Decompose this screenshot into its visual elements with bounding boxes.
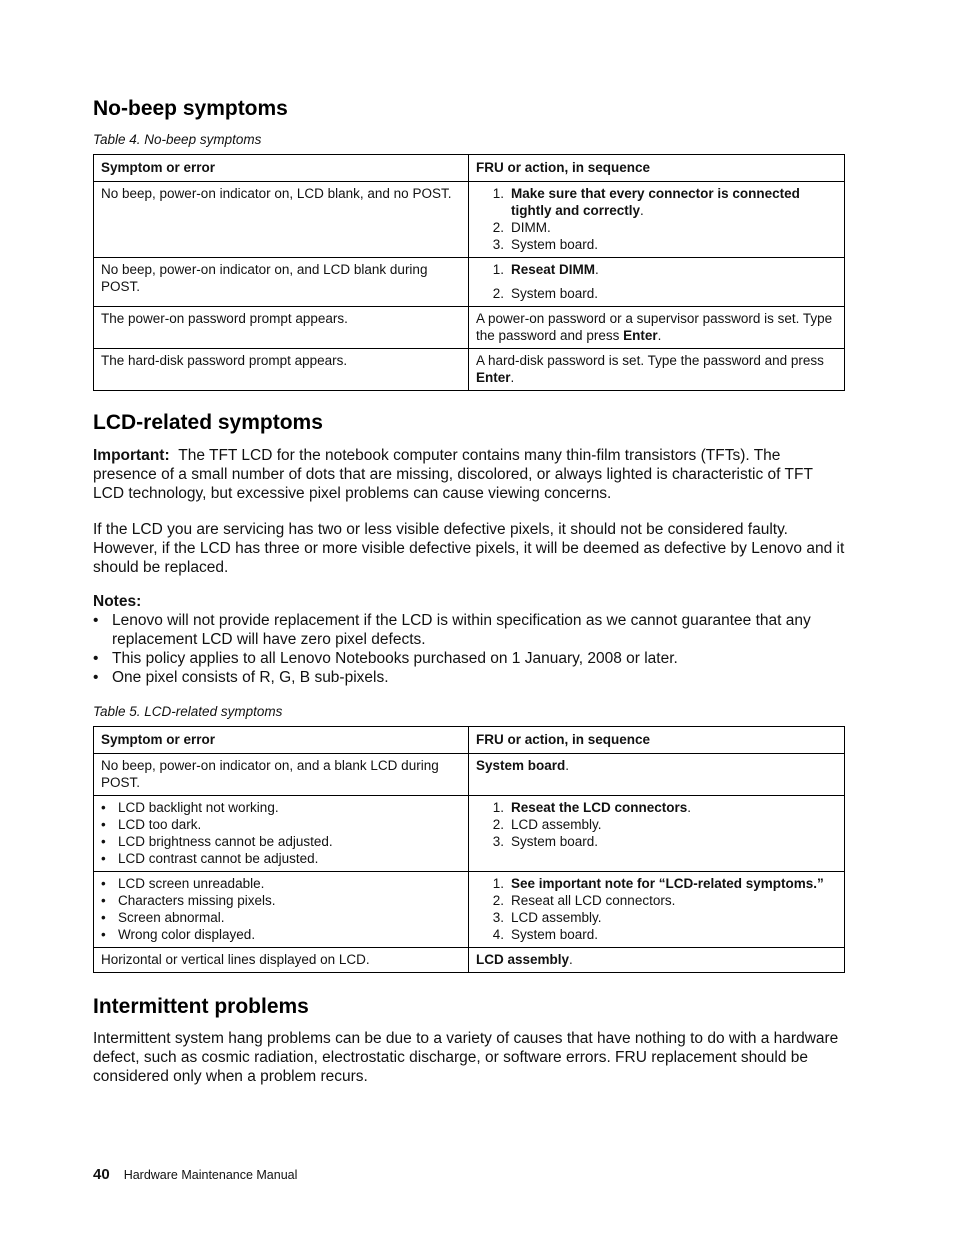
symptom-text: LCD screen unreadable.	[118, 876, 265, 891]
action-cell	[469, 349, 845, 391]
action-bold-text: System board	[476, 758, 566, 773]
bullet-icon: •	[101, 927, 106, 942]
step-bold-text: Reseat the LCD connectors	[511, 800, 688, 815]
action-step	[476, 236, 837, 253]
action-step	[476, 261, 837, 278]
action-text-end: .	[569, 952, 573, 967]
action-step	[476, 892, 837, 909]
table-row	[94, 796, 845, 872]
table-row	[94, 258, 845, 307]
table-header-row	[94, 155, 845, 182]
action-bold-text: LCD assembly	[476, 952, 570, 967]
action-text-end: .	[510, 370, 515, 385]
column-header-symptom: Symptom or error	[94, 155, 469, 182]
symptom-cell: Horizontal or vertical lines displayed on LCD.	[94, 948, 469, 973]
step-text: .	[640, 203, 644, 218]
bullet-icon: •	[101, 893, 106, 908]
table-no-beep	[93, 154, 845, 391]
step-text: .	[595, 262, 599, 277]
table4-caption: Table 4. No-beep symptoms	[93, 132, 262, 147]
step-number: 3.	[492, 910, 504, 925]
note-text: Lenovo will not provide replacement if the LCD is within specification as we cannot guarantee that any replacement LCD will have zero pixel defects.	[112, 612, 811, 648]
step-number: 3.	[492, 834, 504, 849]
symptom-cell	[94, 796, 469, 872]
bullet-icon: •	[93, 612, 99, 629]
step-text: LCD assembly.	[511, 910, 602, 925]
page-number: 40	[93, 1166, 110, 1183]
step-number: 3.	[492, 237, 504, 252]
note-text: One pixel consists of R, G, B sub-pixels.	[112, 669, 389, 686]
important-text: The TFT LCD for the notebook computer contains many thin-film transistors (TFTs). The presence of a small number of dots that are missing, discolored, or always lighted is characteristic of TFT LCD technology, but excessive pixel problems can cause viewing concerns.	[93, 447, 813, 502]
page-footer	[93, 1166, 297, 1183]
table-row	[94, 754, 845, 796]
section-heading-intermittent: Intermittent problems	[93, 995, 309, 1018]
footer-title: Hardware Maintenance Manual	[123, 1168, 298, 1182]
step-text: System board.	[511, 237, 599, 252]
column-header-fru: FRU or action, in sequence	[469, 155, 845, 182]
action-step	[476, 219, 837, 236]
bullet-icon: •	[93, 650, 99, 667]
table-row	[94, 307, 845, 349]
symptom-text: Wrong color displayed.	[118, 927, 256, 942]
step-text: System board.	[511, 834, 599, 849]
bullet-icon: •	[101, 834, 106, 849]
step-number: 4.	[492, 927, 504, 942]
action-cell	[469, 182, 845, 258]
action-cell	[469, 872, 845, 948]
action-step	[476, 816, 837, 833]
symptom-cell: The hard-disk password prompt appears.	[94, 349, 469, 391]
step-number: 1.	[492, 876, 504, 891]
action-cell	[469, 754, 845, 796]
action-text: A hard-disk password is set. Type the password and press	[476, 353, 824, 368]
list-item	[101, 875, 461, 892]
symptom-text: Screen abnormal.	[118, 910, 225, 925]
list-item	[101, 892, 461, 909]
bullet-icon: •	[101, 876, 106, 891]
step-bold-text: Reseat DIMM	[511, 262, 596, 277]
symptom-cell: The power-on password prompt appears.	[94, 307, 469, 349]
step-text: .	[687, 800, 692, 815]
symptom-text: LCD contrast cannot be adjusted.	[118, 851, 319, 866]
list-item	[93, 668, 813, 687]
symptom-cell: No beep, power-on indicator on, and a blank LCD during POST.	[94, 754, 469, 796]
symptom-text: LCD brightness cannot be adjusted.	[118, 834, 333, 849]
action-bold-text: Enter	[476, 370, 511, 385]
step-bold-text: Make sure that every connector is connected tightly and correctly	[511, 186, 800, 218]
bullet-icon: •	[101, 817, 106, 832]
symptom-text: LCD backlight not working.	[118, 800, 279, 815]
action-text-end: .	[657, 328, 662, 343]
step-number: 1.	[492, 800, 504, 815]
symptom-text: LCD too dark.	[118, 817, 202, 832]
list-item	[101, 850, 461, 867]
step-text: Reseat all LCD connectors.	[511, 893, 676, 908]
step-number: 2.	[492, 220, 504, 235]
step-number: 2.	[492, 286, 504, 301]
step-text: System board.	[511, 286, 599, 301]
important-label: Important:	[93, 447, 170, 464]
symptom-cell: No beep, power-on indicator on, and LCD blank during POST.	[94, 258, 469, 307]
table-row	[94, 349, 845, 391]
step-number: 2.	[492, 893, 504, 908]
bullet-icon: •	[101, 800, 106, 815]
action-step	[476, 909, 837, 926]
step-bold-text: See important note for “LCD-related symptoms.”	[511, 876, 824, 891]
action-cell	[469, 948, 845, 973]
action-step	[476, 833, 837, 850]
notes-label: Notes:	[93, 593, 142, 610]
symptom-cell	[94, 872, 469, 948]
column-header-fru: FRU or action, in sequence	[469, 727, 845, 754]
note-text: This policy applies to all Lenovo Notebooks purchased on 1 January, 2008 or later.	[112, 650, 678, 667]
intermittent-paragraph: Intermittent system hang problems can be due to a variety of causes that have nothing to do with a hardware defect, such as cosmic radiation, electrostatic discharge, or software errors. FRU replacement should be considered only when a problem recurs.	[93, 1030, 839, 1085]
section-heading-lcd: LCD-related symptoms	[93, 411, 323, 434]
list-item	[101, 909, 461, 926]
step-text: DIMM.	[511, 220, 551, 235]
list-item	[101, 799, 461, 816]
symptom-text: Characters missing pixels.	[118, 893, 276, 908]
action-text: A power-on password or a supervisor password is set. Type the password and press	[476, 311, 833, 343]
table-lcd	[93, 726, 845, 973]
action-step	[476, 875, 837, 892]
step-number: 1.	[492, 186, 504, 201]
action-cell	[469, 796, 845, 872]
notes-list	[93, 611, 813, 687]
bullet-icon: •	[101, 910, 106, 925]
action-step	[476, 799, 837, 816]
step-text: LCD assembly.	[511, 817, 602, 832]
action-cell	[469, 307, 845, 349]
defective-pixels-paragraph: If the LCD you are servicing has two or less visible defective pixels, it should not be considered faulty. However, if the LCD has three or more visible defective pixels, it will be deemed as defective by Lenovo and it should be replaced.	[93, 521, 845, 576]
table-row	[94, 872, 845, 948]
action-step	[476, 185, 837, 219]
important-paragraph	[93, 446, 845, 503]
action-step	[476, 285, 837, 302]
column-header-symptom: Symptom or error	[94, 727, 469, 754]
list-item	[93, 611, 813, 649]
step-number: 2.	[492, 817, 504, 832]
table-header-row	[94, 727, 845, 754]
step-number: 1.	[492, 262, 504, 277]
list-item	[101, 816, 461, 833]
table-row	[94, 182, 845, 258]
action-cell	[469, 258, 845, 307]
list-item	[101, 926, 461, 943]
bullet-icon: •	[93, 669, 99, 686]
action-bold-text: Enter	[623, 328, 658, 343]
list-item	[101, 833, 461, 850]
list-item	[93, 649, 813, 668]
step-text: System board.	[511, 927, 599, 942]
symptom-cell: No beep, power-on indicator on, LCD blank, and no POST.	[94, 182, 469, 258]
table-row	[94, 948, 845, 973]
action-step	[476, 926, 837, 943]
section-heading-no-beep: No-beep symptoms	[93, 97, 288, 120]
bullet-icon: •	[101, 851, 106, 866]
action-text-end: .	[565, 758, 570, 773]
table5-caption: Table 5. LCD-related symptoms	[93, 704, 283, 719]
